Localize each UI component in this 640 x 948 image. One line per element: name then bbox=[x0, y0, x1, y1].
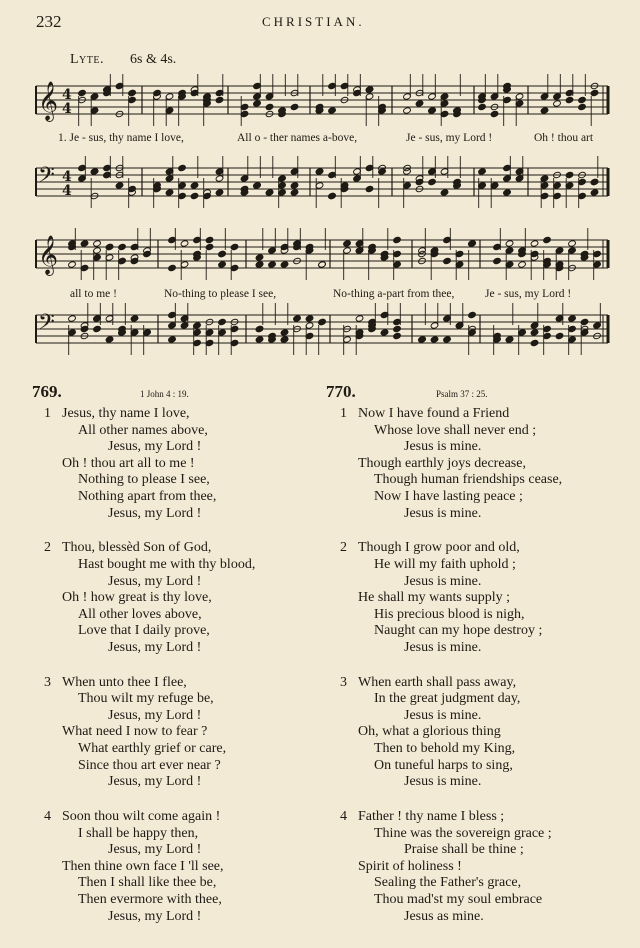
verse-line: Jesus, my Lord ! bbox=[108, 707, 202, 723]
note-head bbox=[565, 96, 574, 103]
note-head bbox=[255, 254, 264, 261]
score-lyric: No-thing a-part from thee, bbox=[333, 288, 455, 300]
verse-line: Soon thou wilt come again ! bbox=[62, 809, 221, 825]
verse-line: When unto thee I flee, bbox=[62, 674, 187, 690]
score-lyric: 1. Je - sus, thy name I love, bbox=[58, 132, 184, 144]
note-head bbox=[180, 240, 189, 247]
note-head bbox=[168, 264, 177, 271]
note-head bbox=[253, 182, 262, 189]
verse-line: All other loves above, bbox=[78, 606, 202, 622]
note-head bbox=[305, 315, 314, 322]
verse-line: Jesus, my Lord ! bbox=[108, 505, 202, 521]
note-head bbox=[530, 339, 539, 346]
verse-line: Oh ! how great is thy love, bbox=[62, 590, 212, 606]
note-head bbox=[105, 243, 114, 250]
verse-line: Then evermore with thee, bbox=[78, 892, 222, 907]
note-head bbox=[505, 240, 514, 247]
note-head bbox=[130, 315, 139, 322]
verse-line: Then thine own face I 'll see, bbox=[62, 858, 224, 874]
note-head bbox=[205, 236, 214, 243]
note-head bbox=[178, 164, 187, 171]
verse-line: Jesus, my Lord ! bbox=[108, 573, 202, 589]
note-head bbox=[290, 189, 299, 196]
verse-line: He shall my wants supply ; bbox=[358, 590, 511, 606]
verse-line: Thou, blessèd Son of God, bbox=[62, 540, 212, 556]
tune-name: Lyte. bbox=[70, 52, 104, 67]
note-head bbox=[578, 103, 587, 110]
verse-line: Nothing to please I see, bbox=[78, 472, 210, 488]
note-head bbox=[393, 236, 402, 243]
verse-line: Spirit of holiness ! bbox=[358, 858, 462, 874]
note-head bbox=[255, 336, 264, 343]
note-head bbox=[80, 240, 89, 247]
note-head bbox=[190, 182, 199, 189]
note-head bbox=[365, 86, 374, 93]
stanza bbox=[340, 540, 562, 656]
verse-line: Thou mad'st my soul embrace bbox=[374, 892, 543, 907]
verse-line: Jesus is mine. bbox=[404, 439, 482, 455]
note-head bbox=[530, 240, 539, 247]
stanza-number: 2 bbox=[340, 540, 347, 556]
hymn-verses bbox=[44, 406, 256, 943]
stanza-number: 3 bbox=[44, 674, 51, 690]
music-score bbox=[0, 0, 640, 370]
note-head bbox=[93, 325, 102, 332]
note-head bbox=[218, 261, 227, 268]
stanza-number: 4 bbox=[44, 809, 51, 825]
note-head bbox=[343, 240, 352, 247]
note-head bbox=[443, 336, 452, 343]
note-head bbox=[118, 243, 127, 250]
stanza-number: 1 bbox=[44, 406, 51, 421]
note-head bbox=[168, 336, 177, 343]
note-head bbox=[328, 107, 337, 114]
note-head bbox=[90, 168, 99, 175]
note-head bbox=[280, 261, 289, 268]
note-head bbox=[493, 257, 502, 264]
hymn-number: 769. bbox=[32, 382, 62, 401]
verse-line: When earth shall pass away, bbox=[358, 674, 517, 690]
note-head bbox=[530, 329, 539, 336]
stanza bbox=[340, 809, 562, 925]
note-head bbox=[555, 332, 564, 339]
score-lyric: No-thing to please I see, bbox=[164, 288, 277, 300]
tune-meter: 6s & 4s. bbox=[130, 52, 177, 67]
note-head bbox=[218, 318, 227, 325]
note-head bbox=[165, 189, 174, 196]
note-head bbox=[255, 261, 264, 268]
stanza bbox=[44, 540, 256, 656]
bass-clef-icon: 𝄢 bbox=[38, 310, 55, 340]
section-title: CHRISTIAN. bbox=[262, 14, 365, 29]
note-head bbox=[93, 240, 102, 247]
verse-line: Praise shall be thine ; bbox=[404, 842, 524, 858]
verse-line: All other names above, bbox=[78, 422, 208, 438]
score-lyric: All o - ther names a-bove, bbox=[237, 132, 358, 144]
note-head bbox=[430, 336, 439, 343]
note-head bbox=[393, 332, 402, 339]
verse-line: Whose love shall never end ; bbox=[374, 422, 537, 438]
verse-line: Oh ! thou art all to me ! bbox=[62, 455, 195, 471]
note-head bbox=[478, 103, 487, 110]
verse-line: Hast bought me with thy blood, bbox=[78, 556, 256, 572]
note-head bbox=[290, 182, 299, 189]
note-head bbox=[190, 192, 199, 199]
verse-line: Then to behold my King, bbox=[374, 741, 516, 757]
note-head bbox=[215, 96, 224, 103]
note-head bbox=[568, 315, 577, 322]
verse-line: Though I grow poor and old, bbox=[358, 540, 520, 556]
verse-line: In the great judgment day, bbox=[374, 691, 521, 707]
verse-line: Jesus is mine. bbox=[404, 573, 482, 589]
verse-line: On tuneful harps to sing, bbox=[374, 757, 513, 773]
treble-clef-icon: 𝄞 bbox=[38, 81, 59, 121]
note-head bbox=[578, 96, 587, 103]
note-head bbox=[265, 189, 274, 196]
verse-line: Then I shall like thee be, bbox=[78, 875, 217, 891]
verse-line: Jesus is mine. bbox=[404, 639, 482, 655]
note-head bbox=[590, 178, 599, 185]
note-head bbox=[503, 189, 512, 196]
note-head bbox=[543, 236, 552, 243]
note-head bbox=[290, 103, 299, 110]
verse-line: Jesus as mine. bbox=[404, 908, 484, 924]
note-head bbox=[365, 185, 374, 192]
note-head bbox=[415, 100, 424, 107]
note-head bbox=[580, 318, 589, 325]
verse-line: Oh, what a glorious thing bbox=[358, 724, 501, 740]
note-head bbox=[318, 261, 327, 268]
verse-line: Jesus, my Lord ! bbox=[108, 774, 202, 790]
page-number: 232 bbox=[36, 12, 62, 31]
verse-line: Now I have lasting peace ; bbox=[374, 488, 523, 504]
verse-line: Thou wilt my refuge be, bbox=[78, 691, 214, 707]
scripture-reference: Psalm 37 : 25. bbox=[436, 389, 488, 399]
hymn-number: 770. bbox=[326, 382, 356, 401]
verse-line: He will my faith uphold ; bbox=[374, 556, 516, 572]
note-head bbox=[393, 325, 402, 332]
verse-line: Jesus, my Lord ! bbox=[108, 908, 202, 924]
stanza-number: 2 bbox=[44, 540, 51, 556]
note-head bbox=[293, 315, 302, 322]
note-head bbox=[418, 336, 427, 343]
note-head bbox=[568, 240, 577, 247]
note-head bbox=[115, 182, 124, 189]
scripture-reference: 1 John 4 : 19. bbox=[140, 389, 189, 399]
treble-clef-icon: 𝄞 bbox=[38, 235, 59, 275]
note-head bbox=[68, 261, 77, 268]
verse-line: I shall be happy then, bbox=[78, 825, 199, 841]
verse-line: Jesus is mine. bbox=[404, 505, 482, 521]
verse-line: Jesus, my Lord ! bbox=[108, 639, 202, 655]
verse-line: Jesus, my Lord ! bbox=[108, 439, 202, 455]
note-head bbox=[518, 261, 527, 268]
score-lyric: Je - sus, my Lord ! bbox=[485, 288, 572, 300]
verse-line: Love that I daily prove, bbox=[78, 623, 210, 639]
note-head bbox=[253, 100, 262, 107]
note-head bbox=[265, 103, 274, 110]
stanza bbox=[44, 406, 255, 522]
verse-line: Nothing apart from thee, bbox=[78, 488, 217, 504]
note-head bbox=[230, 243, 239, 250]
note-head bbox=[428, 107, 437, 114]
stanza bbox=[340, 674, 562, 791]
note-head bbox=[490, 110, 499, 117]
note-head bbox=[218, 250, 227, 257]
stanza bbox=[44, 674, 255, 791]
note-head bbox=[590, 189, 599, 196]
time-signature: 4 bbox=[62, 87, 72, 103]
note-head bbox=[403, 107, 412, 114]
verse-line: Father ! thy name I bless ; bbox=[358, 809, 505, 825]
verse-line: What earthly grief or care, bbox=[78, 741, 227, 757]
stanza-number: 1 bbox=[340, 406, 347, 421]
note-head bbox=[468, 311, 477, 318]
time-signature: 4 bbox=[62, 183, 72, 199]
verse-line: Since thou art ever near ? bbox=[78, 757, 221, 773]
verse-line: Naught can my hope destroy ; bbox=[374, 623, 543, 639]
note-head bbox=[553, 100, 562, 107]
time-signature: 4 bbox=[62, 169, 72, 185]
note-head bbox=[428, 178, 437, 185]
note-head bbox=[255, 325, 264, 332]
stanza bbox=[340, 406, 563, 522]
note-head bbox=[215, 189, 224, 196]
hymn-verses bbox=[340, 406, 563, 943]
note-head bbox=[78, 89, 87, 96]
verse-line: Now I have found a Friend bbox=[358, 406, 510, 421]
note-head bbox=[105, 336, 114, 343]
note-head bbox=[478, 168, 487, 175]
score-lyric: all to me ! bbox=[70, 288, 117, 300]
verse-line: His precious blood is nigh, bbox=[374, 606, 525, 622]
score-lyric: Je - sus, my Lord ! bbox=[406, 132, 493, 144]
stanza-number: 4 bbox=[340, 809, 347, 825]
verse-line: Jesus is mine. bbox=[404, 774, 482, 790]
verse-line: Sealing the Father's grace, bbox=[374, 875, 522, 891]
time-signature: 4 bbox=[62, 101, 72, 117]
verse-line: Jesus is mine. bbox=[404, 707, 482, 723]
stanza-number: 3 bbox=[340, 674, 347, 690]
note-head bbox=[590, 89, 599, 96]
verse-line: Thine was the sovereign grace ; bbox=[374, 825, 552, 841]
note-head bbox=[540, 107, 549, 114]
note-head bbox=[315, 168, 324, 175]
note-head bbox=[355, 315, 364, 322]
note-head bbox=[565, 171, 574, 178]
verse-line: What need I now to fear ? bbox=[62, 724, 208, 740]
note-head bbox=[280, 329, 289, 336]
note-head bbox=[68, 315, 77, 322]
stanza bbox=[44, 809, 255, 925]
verse-line: Though earthly joys decrease, bbox=[358, 455, 526, 471]
note-head bbox=[440, 189, 449, 196]
bass-clef-icon: 𝄢 bbox=[38, 163, 55, 193]
verse-line: Jesus, thy name I love, bbox=[62, 406, 190, 421]
note-head bbox=[380, 329, 389, 336]
note-head bbox=[268, 261, 277, 268]
note-head bbox=[443, 257, 452, 264]
verse-line: Though human friendships cease, bbox=[374, 472, 563, 488]
verse-line: Jesus, my Lord ! bbox=[108, 842, 202, 858]
note-head bbox=[205, 243, 214, 250]
score-lyric: Oh ! thou art bbox=[534, 132, 594, 144]
